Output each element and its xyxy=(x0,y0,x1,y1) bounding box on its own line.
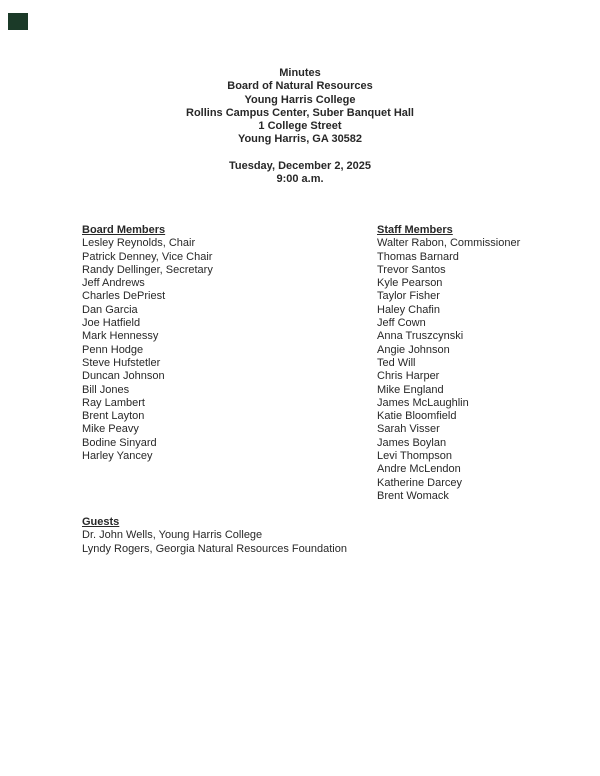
staff-member-name: Trevor Santos xyxy=(377,263,446,276)
board-member-name: Lesley Reynolds, Chair xyxy=(82,237,196,250)
staff-member-name: Ted Will xyxy=(377,356,416,369)
header-line: Young Harris, GA 30582 xyxy=(237,133,363,146)
staff-member-name: Brent Womack xyxy=(377,489,449,502)
board-member-name: Randy Dellinger, Secretary xyxy=(82,263,213,276)
board-member-name: Patrick Denney, Vice Chair xyxy=(82,250,213,263)
staff-member-name: Angie Johnson xyxy=(377,343,450,356)
staff-member-name: Taylor Fisher xyxy=(377,290,440,303)
board-members-heading: Board Members xyxy=(82,224,166,236)
datetime-line: Tuesday, December 2, 2025 xyxy=(228,159,372,172)
staff-member-name: Thomas Barnard xyxy=(377,250,459,263)
staff-member-name: Levi Thompson xyxy=(377,450,453,463)
board-members-section xyxy=(82,224,372,463)
board-member-name: Ray Lambert xyxy=(82,396,145,409)
document-title: Minutes xyxy=(279,67,321,79)
staff-members-section xyxy=(377,224,587,503)
board-member-name: Joe Hatfield xyxy=(82,317,141,330)
board-member-name: Duncan Johnson xyxy=(82,370,165,383)
staff-member-name: Kyle Pearson xyxy=(377,277,443,290)
staff-member-name: James McLaughlin xyxy=(377,396,469,409)
board-member-name: Dan Garcia xyxy=(82,303,138,316)
staff-member-name: Jeff Cown xyxy=(377,317,426,330)
board-member-name: Mike Peavy xyxy=(82,423,139,436)
board-member-name: Brent Layton xyxy=(82,410,145,423)
board-member-name: Charles DePriest xyxy=(82,290,166,303)
header-line: Young Harris College xyxy=(244,93,356,106)
datetime-line: 9:00 a.m. xyxy=(276,173,324,186)
header-line: 1 College Street xyxy=(258,120,342,133)
header-datetime-lines xyxy=(0,160,600,187)
header-line: Board of Natural Resources xyxy=(227,80,373,93)
document-header xyxy=(0,67,600,186)
board-member-name: Jeff Andrews xyxy=(82,277,145,290)
staff-member-name: Anna Truszcynski xyxy=(377,330,464,343)
staff-member-name: James Boylan xyxy=(377,436,447,449)
board-member-name: Steve Hufstetler xyxy=(82,356,161,369)
board-member-name: Mark Hennessy xyxy=(82,330,159,343)
guests-heading: Guests xyxy=(82,516,120,528)
staff-members-list xyxy=(377,237,587,503)
board-members-list xyxy=(82,237,372,463)
staff-members-heading: Staff Members xyxy=(377,224,453,236)
guests-list xyxy=(82,529,502,556)
board-member-name: Bodine Sinyard xyxy=(82,436,157,449)
board-member-name: Bill Jones xyxy=(82,383,130,396)
staff-member-name: Sarah Visser xyxy=(377,423,440,436)
guest-name: Lyndy Rogers, Georgia Natural Resources Foundation xyxy=(82,542,347,555)
staff-member-name: Katherine Darcey xyxy=(377,476,462,489)
staff-member-name: Katie Bloomfield xyxy=(377,410,457,423)
corner-mark xyxy=(8,13,28,30)
guest-name: Dr. John Wells, Young Harris College xyxy=(82,529,263,542)
staff-member-name: Andre McLendon xyxy=(377,463,461,476)
staff-member-name: Walter Rabon, Commissioner xyxy=(377,237,521,250)
board-member-name: Harley Yancey xyxy=(82,450,153,463)
guests-section xyxy=(82,516,502,556)
board-member-name: Penn Hodge xyxy=(82,343,144,356)
header-address-lines xyxy=(0,80,600,146)
staff-member-name: Haley Chafin xyxy=(377,303,440,316)
staff-member-name: Chris Harper xyxy=(377,370,440,383)
staff-member-name: Mike England xyxy=(377,383,444,396)
header-line: Rollins Campus Center, Suber Banquet Hall xyxy=(186,106,414,119)
